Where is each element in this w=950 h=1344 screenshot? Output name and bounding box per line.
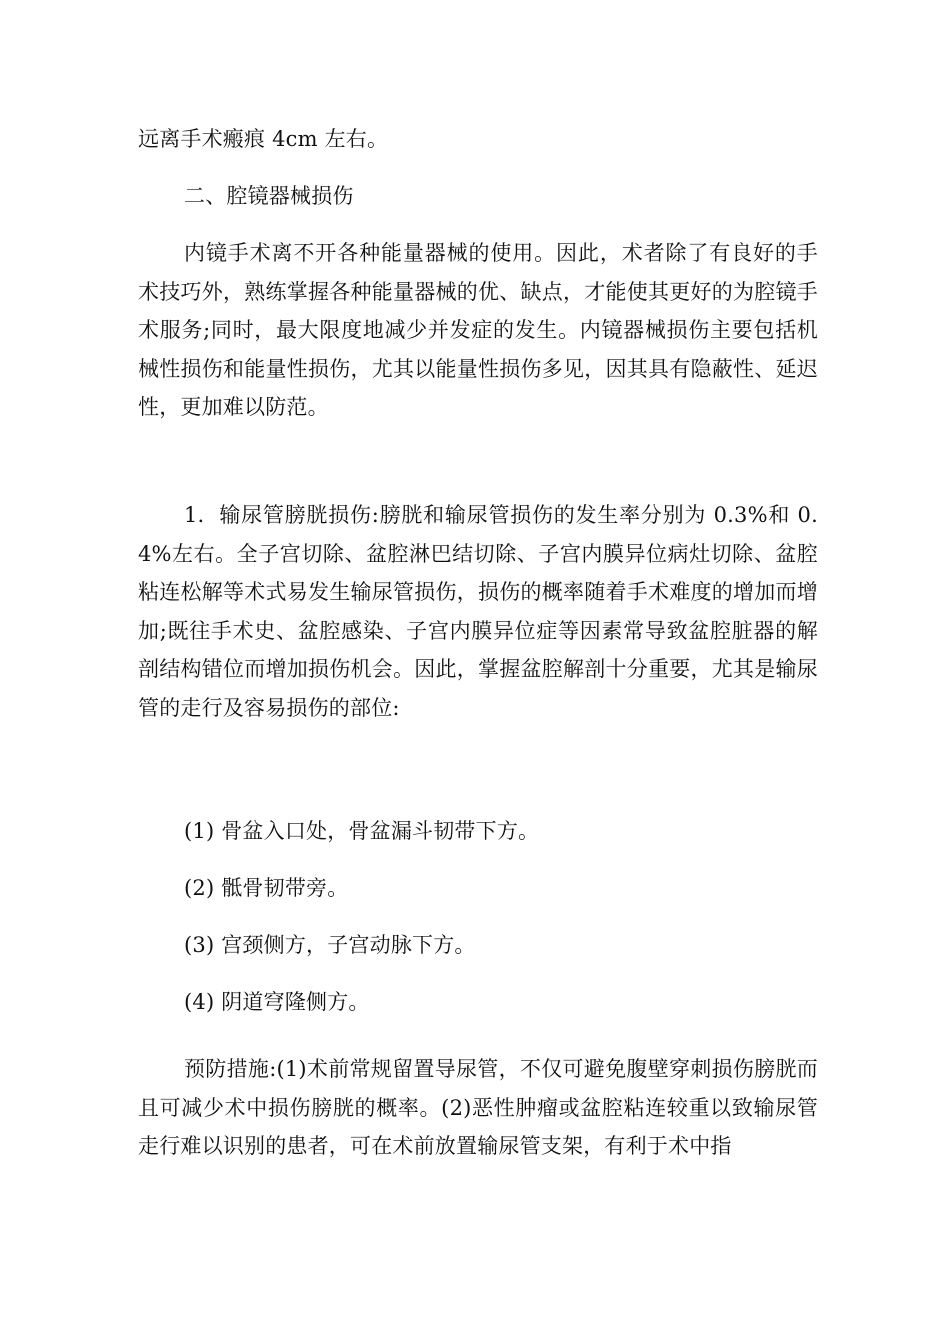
paragraph-prevention: 预防措施:(1)术前常规留置导尿管，不仅可避免腹壁穿刺损伤膀胱而且可减少术中损伤膀胱的概率。(2)恶性肿瘤或盆腔粘连较重以致输尿管走行难以识别的患者，可在术前放置输尿管支架，有利于术中指 [138, 1057, 818, 1159]
sub-item-1: (1) 骨盆入口处，骨盆漏斗韧带下方。 [184, 819, 540, 843]
list-item-ureter-bladder-injury: 1. 输尿管膀胱损伤:膀胱和输尿管损伤的发生率分别为 0.3%和 0.4%左右。全子宫切除、盆腔淋巴结切除、子宫内膜异位病灶切除、盆腔粘连松解等术式易发生输尿管损伤，损伤的概率随着手术难度的增加而增加;既往手术史、盆腔感染、子宫内膜异位症等因素常导致盆腔脏器的解剖结构错位而增加损伤机会。因此，掌握盆腔解剖十分重要，尤其是输尿管的走行及容易损伤的部位: [138, 503, 818, 720]
sub-item-3: (3) 宫颈侧方，子宫动脉下方。 [184, 933, 476, 957]
sub-item-4: (4) 阴道穹隆侧方。 [184, 990, 370, 1014]
section-heading: 二、腔镜器械损伤 [184, 184, 354, 208]
sub-item-2: (2) 骶骨韧带旁。 [184, 876, 349, 900]
paragraph-intro: 内镜手术离不开各种能量器械的使用。因此，术者除了有良好的手术技巧外，熟练掌握各种能量器械的优、缺点，才能使其更好的为腔镜手术服务;同时，最大限度地减少并发症的发生。内镜器械损伤主要包括机械性损伤和能量性损伤，尤其以能量性损伤多见，因其具有隐蔽性、延迟性，更加难以防范。 [138, 241, 818, 420]
paragraph-continuation: 远离手术瘢痕 4cm 左右。 [138, 127, 389, 151]
